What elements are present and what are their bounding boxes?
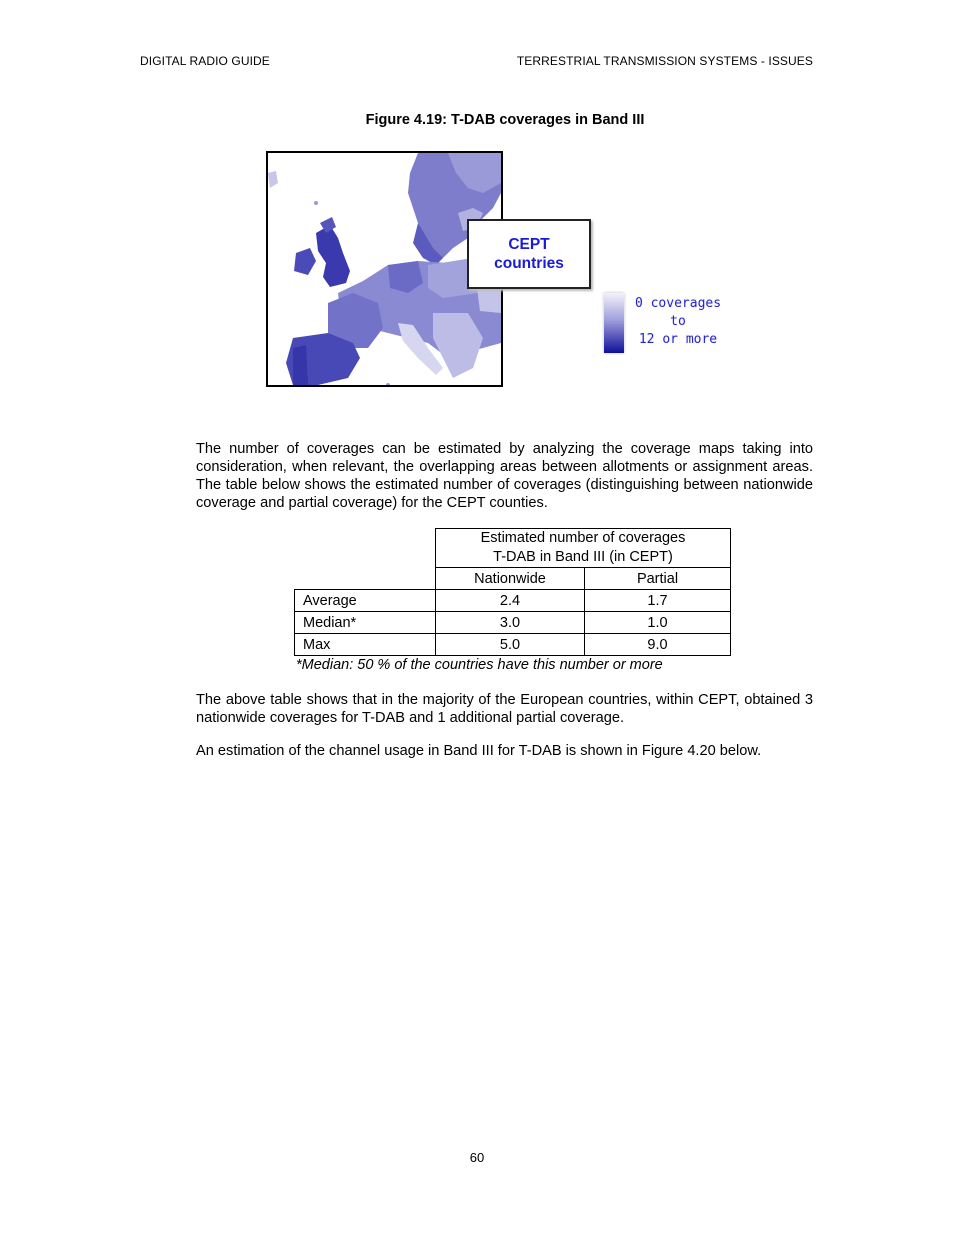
table-row xyxy=(295,590,731,612)
coverage-legend-text xyxy=(630,295,726,349)
col-header-partial: Partial xyxy=(585,568,731,590)
page-number: 60 xyxy=(469,1150,485,1165)
cept-countries-callout xyxy=(467,219,591,289)
row-label: Average xyxy=(295,590,436,612)
table-main-header xyxy=(436,529,731,568)
table-header-line-2: T-DAB in Band III (in CEPT) xyxy=(493,549,673,565)
legend-line-1: 0 coverages xyxy=(634,296,722,311)
figure-caption: Figure 4.19: T-DAB coverages in Band III xyxy=(365,112,645,128)
table-row xyxy=(295,634,731,656)
running-header-right: TERRESTRIAL TRANSMISSION SYSTEMS - ISSUES xyxy=(516,54,813,68)
cell-nationwide: 3.0 xyxy=(436,612,585,634)
cell-partial: 1.7 xyxy=(585,590,731,612)
table-header-row xyxy=(295,529,731,568)
table-corner xyxy=(295,529,436,590)
table-footnote: *Median: 50 % of the countries have this number or more xyxy=(296,657,663,673)
paragraph-channel-usage: An estimation of the channel usage in Band III for T-DAB is shown in Figure 4.20 below. xyxy=(196,743,762,759)
row-label: Median* xyxy=(295,612,436,634)
paragraph-coverage-estimation: The number of coverages can be estimated by analyzing the coverage maps taking into consideration, when relevant, the overlapping areas between allotments or assignment areas. The table below shows the estimated number of coverages (distinguishing between nationwide coverage and partial coverage) for the CEPT counties. xyxy=(196,441,813,511)
callout-line-2: countries xyxy=(494,255,564,272)
col-header-nationwide: Nationwide xyxy=(436,568,585,590)
legend-line-3: 12 or more xyxy=(638,332,718,347)
cell-nationwide: 2.4 xyxy=(436,590,585,612)
table-header-line-1: Estimated number of coverages xyxy=(480,530,686,546)
running-header-left: DIGITAL RADIO GUIDE xyxy=(140,54,270,68)
paragraph-table-summary: The above table shows that in the majority of the European countries, within CEPT, obtained 3 nationwide coverages for T-DAB and 1 additional partial coverage. xyxy=(196,692,813,726)
cell-partial: 1.0 xyxy=(585,612,731,634)
callout-line-1: CEPT xyxy=(508,236,550,253)
table-row xyxy=(295,612,731,634)
coverage-table xyxy=(294,528,731,656)
cell-nationwide: 5.0 xyxy=(436,634,585,656)
legend-line-2: to xyxy=(670,314,686,329)
coverage-legend-gradient xyxy=(604,293,624,353)
cell-partial: 9.0 xyxy=(585,634,731,656)
row-label: Max xyxy=(295,634,436,656)
